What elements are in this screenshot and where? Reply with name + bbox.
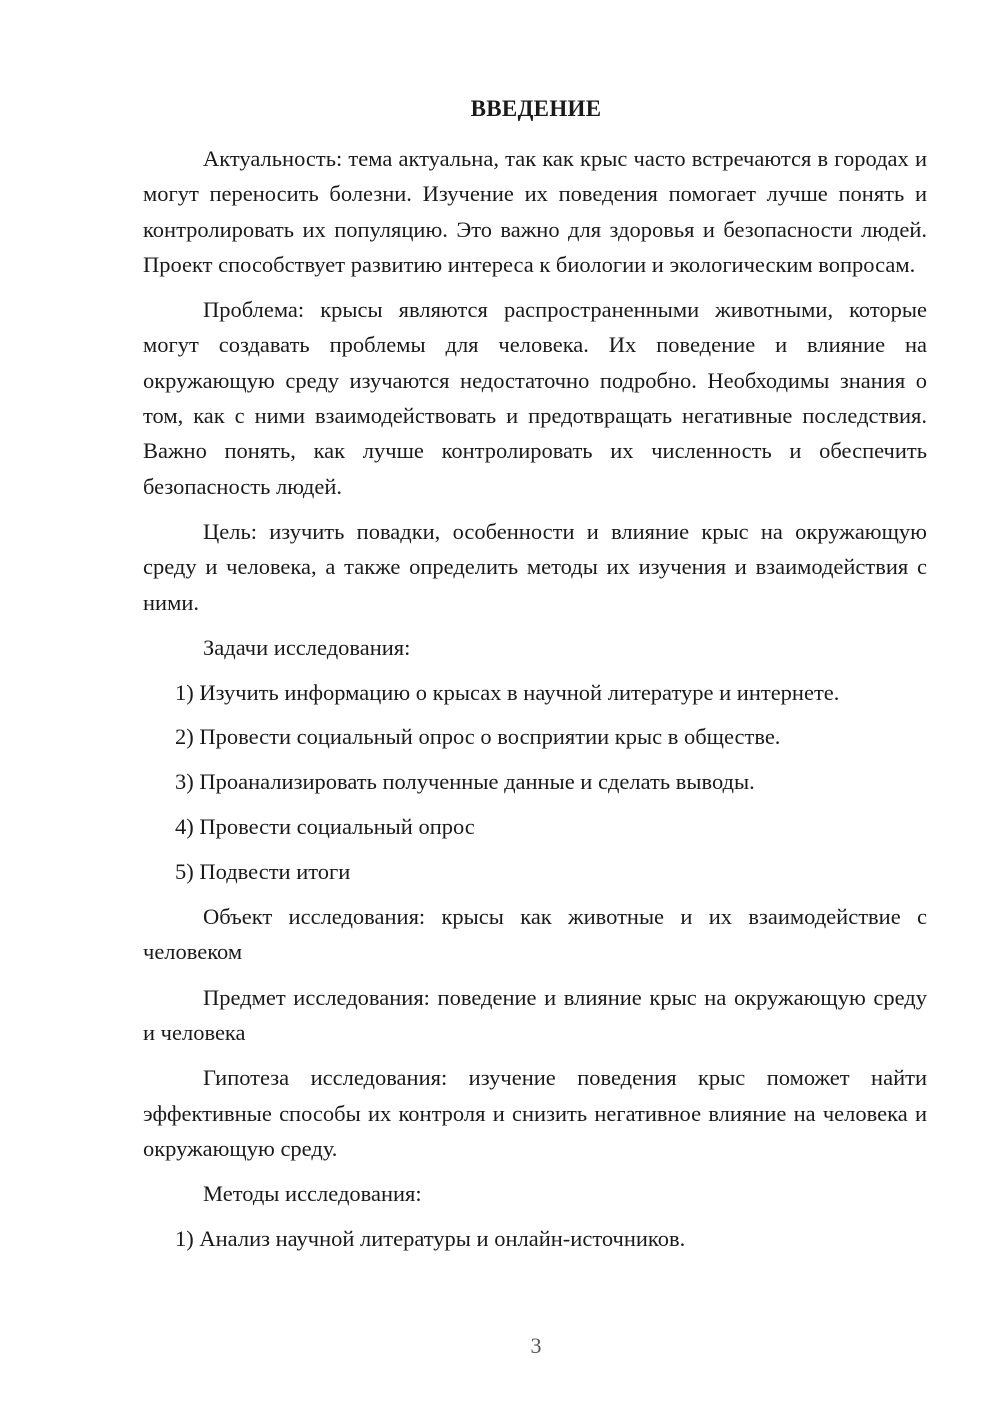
methods-list <box>143 1221 927 1256</box>
subject-paragraph: Предмет исследования: поведение и влияние крыс на окружающую среду и человека <box>143 984 927 1046</box>
page-number: 3 <box>530 1333 542 1358</box>
methods-heading: Методы исследования: <box>203 1181 422 1207</box>
list-item: 2) Провести социальный опрос о восприятии крыс в обществе. <box>175 724 781 750</box>
list-item: 1) Анализ научной литературы и онлайн-источников. <box>175 1226 686 1252</box>
list-item: 4) Провести социальный опрос <box>175 814 475 840</box>
page-title: ВВЕДЕНИЕ <box>470 96 602 121</box>
list-item: 1) Изучить информацию о крысах в научной литературе и интернете. <box>175 679 840 705</box>
tasks-list <box>143 675 927 889</box>
tasks-heading: Задачи исследования: <box>203 634 411 660</box>
list-item: 5) Подвести итоги <box>175 858 351 884</box>
relevance-paragraph: Актуальность: тема актуальна, так как крыс часто встречаются в городах и могут переносить болезни. Изучение их поведения помогает лучше понять и контролировать их популяцию. Это важно для здоровья и безопасности людей. Проект способствует развитию интереса к биологии и экологическим вопросам. <box>143 146 927 277</box>
list-item: 3) Проанализировать полученные данные и сделать выводы. <box>175 769 755 795</box>
problem-paragraph: Проблема: крысы являются распространенными животными, которые могут создавать проблемы для человека. Их поведение и влияние на окружающую среду изучаются недостаточно подробно. Необходимы знания о том, как с ними взаимодействовать и предотвращать негативные последствия. Важно понять, как лучше контролировать их численность и обеспечить безопасность людей. <box>143 297 927 499</box>
goal-paragraph: Цель: изучить повадки, особенности и влияние крыс на окружающую среду и человека, а также определить методы их изучения и взаимодействия с ними. <box>143 518 927 615</box>
document-body <box>143 141 927 1256</box>
object-paragraph: Объект исследования: крысы как животные и их взаимодействие с человеком <box>143 904 927 965</box>
hypothesis-paragraph: Гипотеза исследования: изучение поведения крыс поможет найти эффективные способы их контроля и снизить негативное влияние на человека и окружающую среду. <box>143 1065 927 1161</box>
